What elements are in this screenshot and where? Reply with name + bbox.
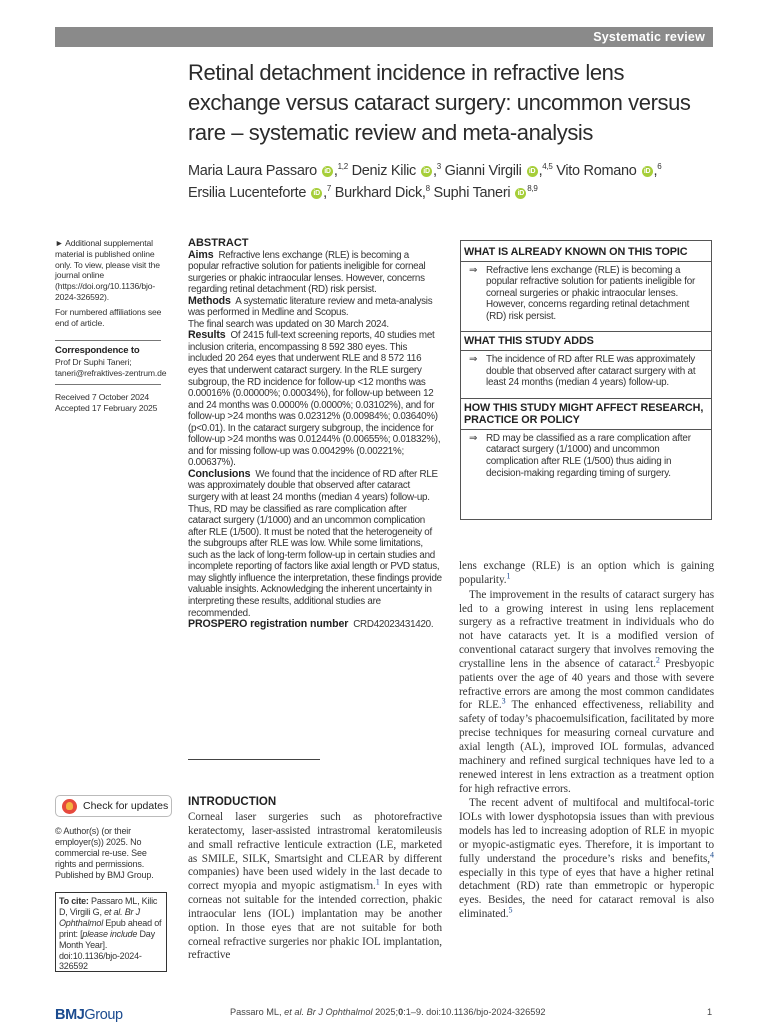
introduction-heading: INTRODUCTION bbox=[188, 796, 277, 808]
correspondence bbox=[55, 346, 167, 378]
adds-item bbox=[465, 354, 707, 389]
crossmark-icon bbox=[62, 799, 77, 814]
reference-link[interactable]: 1 bbox=[375, 877, 380, 887]
supplemental-note bbox=[55, 238, 167, 303]
intro-text: Corneal laser surgeries such as photorefractive keratectomy, laser-assisted intrastromal keratomileusis and small refractive lenticule extraction (LE, marketed as SMILE, SILK, Smartsight and CLEAR by different companies) have been used widely in the last decade to correct myopia and myopic astigmatism. bbox=[188, 811, 442, 893]
affiliation-marker: 8,9 bbox=[527, 184, 538, 194]
author-name: Suphi Taneri bbox=[433, 185, 511, 201]
intro-text: In eyes with corneas not suitable for the intended correction, phakic intraocular lens (IOL) implantation may be another option. In those eyes that are not suitable for both corneal refractive surgeries nor phakic IOL implantation, refractive bbox=[188, 880, 442, 962]
reference-link[interactable]: 1 bbox=[506, 571, 511, 581]
orcid-icon[interactable]: iD bbox=[311, 188, 322, 199]
author-name: Burkhard Dick, bbox=[334, 185, 426, 201]
reference-link[interactable]: 5 bbox=[508, 905, 513, 915]
orcid-icon[interactable]: iD bbox=[322, 166, 333, 177]
abstract-rule bbox=[188, 759, 320, 760]
known-item bbox=[465, 265, 707, 323]
check-for-updates-button[interactable] bbox=[55, 795, 172, 817]
conclusions-text: We found that the incidence of RD after RLE was approximately double that observed after cataract surgery with at least 24 months (median 4 years) follow-up. Thus, RD may be classified as rare complication after cataract surgery (1/1000) and an uncommon complication after RLE (1/500). It must be noted that the heterogeneity of the subgroups after RLE was low. While some limitations, such as the lack of long-term follow-up in certain studies and incomplete reporting of factors like axial length or PVD status, may slightly influence the interpretation, these findings provide valuable insights. Acknowledging the inherent uncertainty in interpreting these results, additional studies are recommended. bbox=[188, 468, 442, 619]
abstract-methods bbox=[188, 296, 442, 319]
footer-authors: Passaro ML, bbox=[230, 1007, 282, 1017]
article-title: Retinal detachment incidence in refractive lens exchange versus cataract surgery: uncommon versus rare – systematic review and meta-analysis bbox=[188, 60, 691, 145]
paragraph bbox=[459, 589, 714, 797]
reference-link[interactable]: 3 bbox=[501, 696, 506, 706]
logo-group: Group bbox=[84, 1007, 123, 1023]
footer-etal: et al. bbox=[284, 1007, 305, 1017]
accepted-date: Accepted 17 February 2025 bbox=[55, 402, 158, 413]
prospero-number: CRD42023431420. bbox=[353, 619, 434, 631]
affiliation-marker: 6 bbox=[657, 162, 662, 172]
abstract-conclusions bbox=[188, 469, 442, 619]
footer-year: 2025; bbox=[375, 1007, 399, 1017]
author-name: Vito Romano bbox=[556, 163, 637, 179]
author-name: Deniz Kilic bbox=[351, 163, 416, 179]
abstract-heading: ABSTRACT bbox=[188, 237, 249, 249]
body-text: The enhanced effectiveness, reliability and safety of today’s phacoemulsification, facilitated by more precise techniques for measuring corneal curvature and axial length (AL), improved IOL formulas, advanced machinery and refined surgical techniques have led to a renewed interest in lens extraction as a treatment option for high refractive errors. bbox=[459, 699, 714, 795]
cite-journal: Br J Ophthalmol bbox=[59, 906, 140, 928]
cite-placeholder: please include bbox=[82, 928, 138, 939]
logo-bmj: BMJ bbox=[55, 1007, 85, 1023]
correspondence-body: Prof Dr Suphi Taneri; taneri@refraktives-zentrum.de bbox=[55, 356, 167, 378]
check-for-updates-label: Check for updates bbox=[83, 800, 169, 812]
footer-volume: 0 bbox=[398, 1007, 404, 1017]
body-text: lens exchange (RLE) is an option which is gaining popularity. bbox=[459, 560, 714, 586]
abstract-aims bbox=[188, 250, 442, 296]
cite-text: Passaro ML, Kilic D, Virgili G, bbox=[59, 896, 158, 917]
methods-text-2: The final search was updated on 30 March 2024. bbox=[188, 318, 389, 330]
arrow-icon: ⇒ bbox=[469, 353, 478, 365]
cite-text-2: Epub ahead of print: [ bbox=[59, 917, 162, 939]
affiliation-marker: 7 bbox=[326, 184, 332, 194]
orcid-icon[interactable]: iD bbox=[642, 166, 653, 177]
body-text: The recent advent of multifocal and multifocal-toric IOLs with lower dysphotopsia issues than with previous models has led to increasing adoption of RLE in myopic or myopic-astigmatic eyes. Therefore, it is important to fully understand the procedure’s risks and benefits, bbox=[459, 797, 714, 865]
page-number: 1 bbox=[707, 1007, 713, 1017]
cite-label: To cite: bbox=[59, 896, 89, 906]
sidebar-divider bbox=[55, 384, 161, 385]
abstract-results bbox=[188, 330, 442, 469]
author-name: Maria Laura Passaro bbox=[188, 163, 317, 179]
impact-item bbox=[465, 433, 707, 479]
affiliations-note: For numbered affiliations see end of article. bbox=[55, 307, 162, 328]
affiliation-marker: 4,5 bbox=[542, 162, 553, 172]
results-text: Of 2415 full-text screening reports, 40 studies met inclusion criteria, encompassing 8 592 380 eyes. This included 20 264 eyes that underwent RLE and 8 572 116 eyes that underwent cataract surgery. In the RLE surgery subgroup, the RD incidence for follow-up <12 months was 0.00016% (0.00000%; 0.00034%), for follow-up between 12 and 24 months was 0.0000% (0.0000%; 0.03102%), and for follow-up >24 months was 0.02312% (0.00984%; 0.03640%) (p<0.01). In the cataract surgery subgroup, the incidence for follow-up >24 months was 0.01244% (0.00655%; 0.01832%), and for missing follow-up was 0.00429% (0.00221%; 0.00637%). bbox=[188, 330, 441, 469]
footer-journal: Br J Ophthalmol bbox=[306, 1007, 373, 1017]
orcid-icon[interactable]: iD bbox=[527, 166, 538, 177]
correspondence-heading: Correspondence to bbox=[55, 345, 140, 356]
known-text: Refractive lens exchange (RLE) is becoming a popular refractive solution for patients ineligible for corneal surgeries or phakic intraocular lenses. However, concerns regarding retinal detachment (RD) risk persist. bbox=[486, 264, 696, 322]
paragraph bbox=[459, 797, 714, 922]
citation-box bbox=[55, 892, 167, 972]
bmj-group-logo bbox=[55, 1007, 123, 1023]
reference-link[interactable]: 4 bbox=[710, 849, 714, 859]
methods-text: A systematic literature review and meta-analysis was performed in Medline and Scopus. bbox=[188, 295, 433, 319]
arrow-icon: ⇒ bbox=[469, 264, 478, 276]
body-text: especially in this type of eyes that have a higher retinal detachment (RD) rate than emmetropic or hyperopic eyes. Besides, the need for cataract removal is also eliminated. bbox=[459, 866, 714, 921]
orcid-icon[interactable]: iD bbox=[515, 188, 526, 199]
reference-link[interactable]: 2 bbox=[655, 655, 660, 665]
section-banner: Systematic review bbox=[55, 27, 713, 47]
prospero-label: PROSPERO registration number bbox=[188, 618, 349, 631]
affiliation-marker: 1,2 bbox=[337, 162, 348, 172]
conclusions-label: Conclusions bbox=[188, 467, 251, 480]
author-name: Ersilia Lucenteforte bbox=[188, 185, 307, 201]
adds-text: The incidence of RD after RLE was approximately double that observed after cataract surgery with at least 24 months (median 4 years) follow-up. bbox=[486, 353, 696, 389]
introduction-body bbox=[188, 811, 442, 963]
methods-label: Methods bbox=[188, 294, 231, 307]
footer-citation bbox=[230, 1007, 546, 1017]
abstract bbox=[188, 238, 442, 631]
aims-label: Aims bbox=[188, 248, 214, 261]
author-list: Maria Laura Passaro iD ,$^{1,2}$ Deniz Kilic iD ,$^3$ Gianni Virgili iD ,$^{4,5}$ Vito Romano iD ,$^6$ Ersilia Lucenteforte iD ,$^7$ Burkhard Dick,$^8$ Suphi Taneri iD $^{8,9}$ bbox=[188, 162, 662, 201]
known-heading: WHAT IS ALREADY KNOWN ON THIS TOPIC bbox=[461, 246, 711, 262]
affiliation-marker: 8 bbox=[425, 184, 430, 194]
received-date: Received 7 October 2024 bbox=[55, 392, 150, 402]
dates bbox=[55, 392, 167, 414]
abstract-prospero bbox=[188, 619, 442, 631]
impact-text: RD may be classified as a rare complication after cataract surgery (1/1000) and uncommon complication after RLE (1/500) thus aiding in decision-making regarding timing of surgery. bbox=[486, 432, 691, 479]
author-name: Gianni Virgili bbox=[444, 163, 522, 179]
paragraph bbox=[459, 560, 714, 588]
footer-doi: :1–9. doi:10.1136/bjo-2024-326592 bbox=[403, 1007, 546, 1017]
body-text: The improvement in the results of cataract surgery has led to a growing interest in using lens replacement surgery as a refractive treatment in individuals who do not have cataracts yet. It is a modified version of conventional cataract surgery that involves removing the crystalline lens in the absence of cataract. bbox=[459, 588, 714, 670]
body-text: Presbyopic patients over the age of 40 years and those with severe refractive errors are among the most common candidates for RLE. bbox=[459, 657, 714, 712]
arrow-icon: ⇒ bbox=[469, 432, 478, 444]
orcid-icon[interactable]: iD bbox=[421, 166, 432, 177]
impact-heading: HOW THIS STUDY MIGHT AFFECT RESEARCH, PRACTICE OR POLICY bbox=[461, 398, 711, 430]
results-label: Results bbox=[188, 329, 226, 342]
aims-text: Refractive lens exchange (RLE) is becoming a popular refractive solution for patients ineligible for corneal surgeries or phakic intraocular lenses. However, concerns regarding retinal detachment (RD) risk persist. bbox=[188, 249, 426, 296]
body-right-column bbox=[459, 560, 714, 922]
cite-text-3: Day Month Year]. doi:10.1136/bjo-2024-326592 bbox=[59, 928, 155, 972]
copyright-notice: © Author(s) (or their employer(s)) 2025. No commercial re-use. See rights and permissions. Published by BMJ Group. bbox=[55, 826, 154, 880]
supplemental-text: ► Additional supplemental material is published online only. To view, please visit the journal online (https://doi.org/10.1136/bjo-2024-326592). bbox=[55, 238, 160, 302]
key-messages-box bbox=[460, 240, 712, 520]
sidebar-divider bbox=[55, 340, 161, 341]
cite-etal: et al. bbox=[104, 906, 123, 917]
affiliation-marker: 3 bbox=[436, 162, 441, 172]
adds-heading: WHAT THIS STUDY ADDS bbox=[461, 331, 711, 351]
